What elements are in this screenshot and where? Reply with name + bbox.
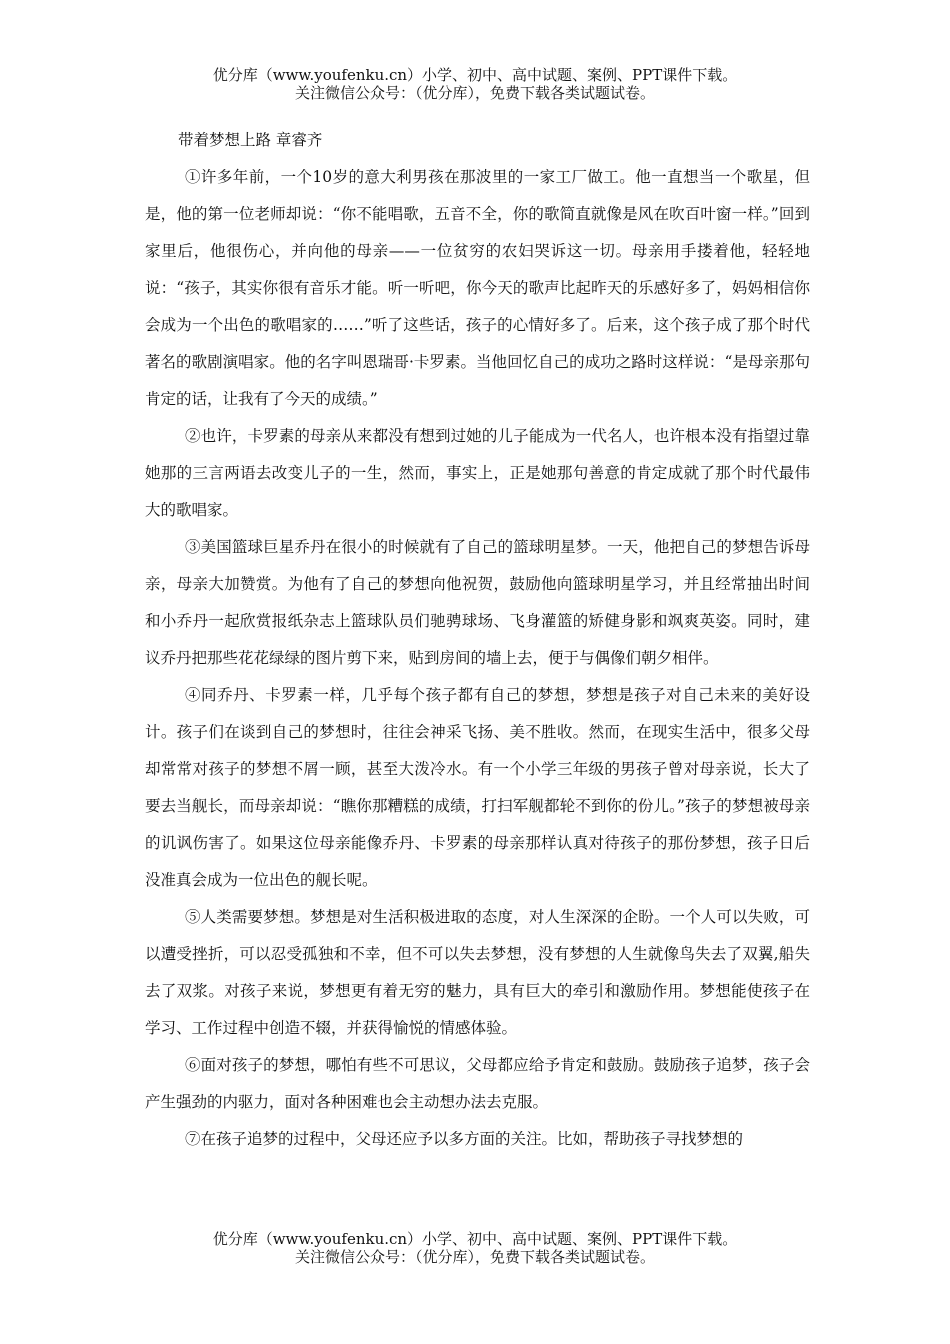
header-line-1: 优分库（www.youfenku.cn）小学、初中、高中试题、案例、PPT课件下载。 xyxy=(212,66,738,84)
header-line-2: 关注微信公众号：（优分库），免费下载各类试题试卷。 xyxy=(294,84,655,102)
paragraph-5: ⑤人类需要梦想。梦想是对生活积极进取的态度，对人生深深的企盼。一个人可以失败，可以遭受挫折，可以忍受孤独和不幸，但不可以失去梦想，没有梦想的人生就像鸟失去了双翼,船失去了双浆。对孩子来说，梦想更有着无穷的魅力，具有巨大的牵引和激励作用。梦想能使孩子在学习、工作过程中创造不辍，并获得愉悦的情感体验。 xyxy=(145,908,810,1037)
footer-line-1: 优分库（www.youfenku.cn）小学、初中、高中试题、案例、PPT课件下载。 xyxy=(212,1230,738,1248)
page-header xyxy=(0,66,950,102)
page-footer xyxy=(0,1230,950,1266)
paragraph-6: ⑥面对孩子的梦想，哪怕有些不可思议，父母都应给予肯定和鼓励。鼓励孩子追梦，孩子会产生强劲的内驱力，面对各种困难也会主动想办法去克服。 xyxy=(145,1056,810,1111)
paragraph-7: ⑦在孩子追梦的过程中，父母还应予以多方面的关注。比如，帮助孩子寻找梦想的 xyxy=(185,1130,744,1148)
article-body xyxy=(145,122,810,1158)
paragraph-4: ④同乔丹、卡罗素一样，几乎每个孩子都有自己的梦想，梦想是孩子对自己未来的美好设计。孩子们在谈到自己的梦想时，往往会神采飞扬、美不胜收。然而，在现实生活中，很多父母却常常对孩子的梦想不屑一顾，甚至大泼冷水。有一个小学三年级的男孩子曾对母亲说，长大了要去当舰长，而母亲却说：“瞧你那糟糕的成绩，打扫军舰都轮不到你的份儿。”孩子的梦想被母亲的讥讽伤害了。如果这位母亲能像乔丹、卡罗素的母亲那样认真对待孩子的那份梦想，孩子日后没准真会成为一位出色的舰长呢。 xyxy=(145,686,810,889)
paragraph-3: ③美国篮球巨星乔丹在很小的时候就有了自己的篮球明星梦。一天，他把自己的梦想告诉母亲，母亲大加赞赏。为他有了自己的梦想向他祝贺，鼓励他向篮球明星学习，并且经常抽出时间和小乔丹一起欣赏报纸杂志上篮球队员们驰骋球场、飞身灌篮的矫健身影和飒爽英姿。同时，建议乔丹把那些花花绿绿的图片剪下来，贴到房间的墙上去，便于与偶像们朝夕相伴。 xyxy=(145,538,810,667)
article-title: 带着梦想上路 章睿齐 xyxy=(178,131,323,149)
footer-line-2: 关注微信公众号：（优分库），免费下载各类试题试卷。 xyxy=(294,1248,655,1266)
paragraph-1: ①许多年前，一个10岁的意大利男孩在那波里的一家工厂做工。他一直想当一个歌星，但是，他的第一位老师却说：“你不能唱歌，五音不全，你的歌简直就像是风在吹百叶窗一样。”回到家里后，他很伤心，并向他的母亲——一位贫穷的农妇哭诉这一切。母亲用手搂着他，轻轻地说：“孩子，其实你很有音乐才能。听一听吧，你今天的歌声比起昨天的乐感好多了，妈妈相信你会成为一个出色的歌唱家的……”听了这些话，孩子的心情好多了。后来，这个孩子成了那个时代著名的歌剧演唱家。他的名字叫恩瑞哥·卡罗素。当他回忆自己的成功之路时这样说：“是母亲那句肯定的话，让我有了今天的成绩。” xyxy=(145,168,810,408)
paragraph-2: ②也许，卡罗素的母亲从来都没有想到过她的儿子能成为一代名人，也许根本没有指望过靠她那的三言两语去改变儿子的一生，然而，事实上，正是她那句善意的肯定成就了那个时代最伟大的歌唱家。 xyxy=(145,427,810,519)
